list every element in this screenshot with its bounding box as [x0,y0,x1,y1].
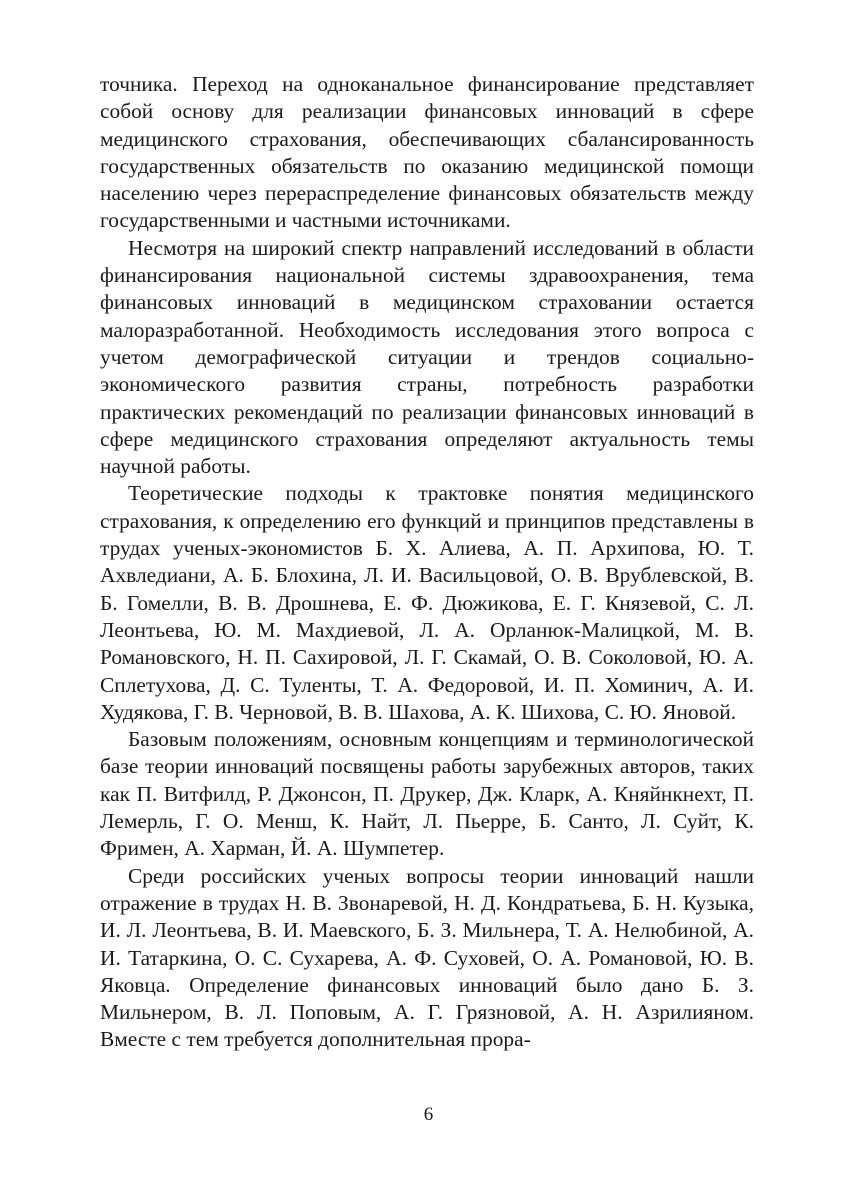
paragraph-1: точника. Переход на одноканальное финансирование представляет собой основу для реализации финансовых инноваций в сфере медицинского страхования, обеспечивающих сбалансированность государственных обязательств по оказанию медицинской помощи населению через перераспределение финансовых обязательств между государственными и частными источниками. [100,72,754,233]
paragraph-4: Базовым положениям, основным концепциям и терминологической базе теории инноваций посвящены работы зарубежных авторов, таких как П. Витфилд, Р. Джонсон, П. Друкер, Дж. Кларк, А. Княйнкнехт, П. Лемерль, Г. О. Менш, К. Найт, Л. Пьерре, Б. Санто, Л. Суйт, К. Фримен, А. Харман, Й. А. Шумпетер. [100,727,754,861]
body-text [100,71,754,1054]
paragraph-5: Среди российских ученых вопросы теории инноваций нашли отражение в трудах Н. В. Звонаревой, Н. Д. Кондратьева, Б. Н. Кузыка, И. Л. Леонтьева, В. И. Маевского, Б. З. Мильнера, Т. А. Нелюбиной, А. И. Татаркина, О. С. Сухарева, А. Ф. Суховей, О. А. Романовой, Ю. В. Яковца. Определение финансовых инноваций было дано Б. З. Мильнером, В. Л. Поповым, А. Г. Грязновой, А. Н. Азрилияном. Вместе с тем требуется дополнительная прора- [100,863,754,1052]
page-number: 6 [423,1104,434,1125]
paragraph-2: Несмотря на широкий спектр направлений исследований в области финансирования национальной системы здравоохранения, тема финансовых инноваций в медицинском страховании остается малоразработанной. Необходимость исследования этого вопроса с учетом демографической ситуации и трендов социально-экономического развития страны, потребность разработки практических рекомендаций по реализации финансовых инноваций в сфере медицинского страхования определяют актуальность темы научной работы. [100,235,754,479]
paragraph-3: Теоретические подходы к трактовке понятия медицинского страхования, к определению его функций и принципов представлены в трудах ученых-экономистов Б. Х. Алиева, А. П. Архипова, Ю. Т. Ахвледиани, А. Б. Блохина, Л. И. Васильцовой, О. В. Врублевской, В. Б. Гомелли, В. В. Дрошнева, Е. Ф. Дюжикова, Е. Г. Князевой, С. Л. Леонтьева, Ю. М. Махдиевой, Л. А. Орланюк-Малицкой, М. В. Романовского, Н. П. Сахировой, Л. Г. Скамай, О. В. Соколовой, Ю. А. Сплетухова, Д. С. Туленты, Т. А. Федоровой, И. П. Хоминич, А. И. Худякова, Г. В. Черновой, В. В. Шахова, А. К. Шихова, С. Ю. Яновой. [100,481,754,724]
